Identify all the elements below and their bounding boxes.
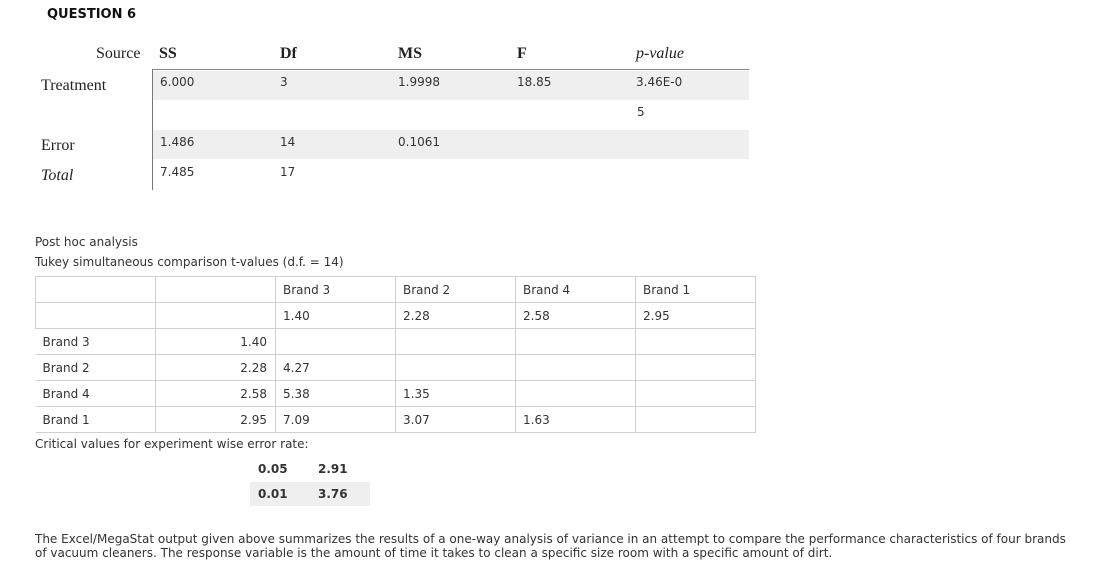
col-header-brand-3: Brand 3: [276, 277, 396, 303]
tukey-means-row: [36, 303, 756, 329]
treatment-p-value-wrap: 5: [637, 105, 645, 119]
tukey-header-row: [36, 277, 756, 303]
row-label-error: Error: [41, 137, 75, 154]
header-df: Df: [280, 45, 297, 62]
posthoc-title: Post hoc analysis: [35, 235, 138, 249]
critical-value-001: 3.76: [318, 487, 348, 501]
row-label-brand-4: Brand 4: [36, 381, 156, 407]
error-df: 14: [280, 135, 296, 149]
header-rule: [153, 69, 749, 70]
row-label-brand-3: Brand 3: [36, 329, 156, 355]
col-mean-brand-2: 2.28: [396, 303, 516, 329]
table-row: Brand 2 2.28 4.27: [36, 355, 756, 381]
header-source: Source: [96, 45, 141, 62]
header-p-value: p-value: [636, 45, 684, 62]
col-header-brand-1: Brand 1: [636, 277, 756, 303]
treatment-f: 18.85: [517, 75, 552, 89]
error-row-shade: [153, 130, 749, 159]
critical-value-005: 2.91: [318, 462, 348, 476]
table-row: Brand 1 2.95 7.09 3.07 1.63: [36, 407, 756, 433]
row-mean-brand-3: 1.40: [156, 329, 276, 355]
header-f: F: [517, 45, 527, 62]
tukey-table: [35, 276, 756, 433]
header-ms: MS: [398, 45, 422, 62]
col-mean-brand-4: 2.58: [516, 303, 636, 329]
error-ms: 0.1061: [398, 135, 440, 149]
critical-values-label: Critical values for experiment wise error rate:: [35, 437, 309, 451]
treatment-ss: 6.000: [160, 75, 195, 89]
treatment-p-value: 3.46E-0: [636, 75, 683, 89]
critical-alpha-001: 0.01: [258, 487, 288, 501]
row-label-total: Total: [41, 167, 74, 184]
table-row: Brand 4 2.58 5.38 1.35: [36, 381, 756, 407]
error-ss: 1.486: [160, 135, 195, 149]
col-mean-brand-3: 1.40: [276, 303, 396, 329]
footnote: The Excel/MegaStat output given above summarizes the results of a one-way analysis of variance in an attempt to compare the performance characteristics of four brands of vacuum cleaners. The response variable is the amount of time it takes to clean a specific size room with a specific amount of dirt.: [35, 532, 1066, 560]
posthoc-subtitle: Tukey simultaneous comparison t-values (d.f. = 14): [35, 255, 344, 269]
header-ss: SS: [159, 45, 177, 62]
col-header-brand-4: Brand 4: [516, 277, 636, 303]
row-label-brand-2: Brand 2: [36, 355, 156, 381]
row-mean-brand-4: 2.58: [156, 381, 276, 407]
row-mean-brand-2: 2.28: [156, 355, 276, 381]
row-mean-brand-1: 2.95: [156, 407, 276, 433]
col-header-brand-2: Brand 2: [396, 277, 516, 303]
total-ss: 7.485: [160, 165, 195, 179]
critical-alpha-005: 0.05: [258, 462, 288, 476]
question-title: QUESTION 6: [47, 7, 137, 22]
column-rule: [152, 69, 153, 190]
treatment-df: 3: [280, 75, 288, 89]
total-df: 17: [280, 165, 296, 179]
row-label-brand-1: Brand 1: [36, 407, 156, 433]
table-row: [36, 329, 756, 355]
treatment-ms: 1.9998: [398, 75, 440, 89]
col-mean-brand-1: 2.95: [636, 303, 756, 329]
row-label-treatment: Treatment: [41, 77, 107, 94]
